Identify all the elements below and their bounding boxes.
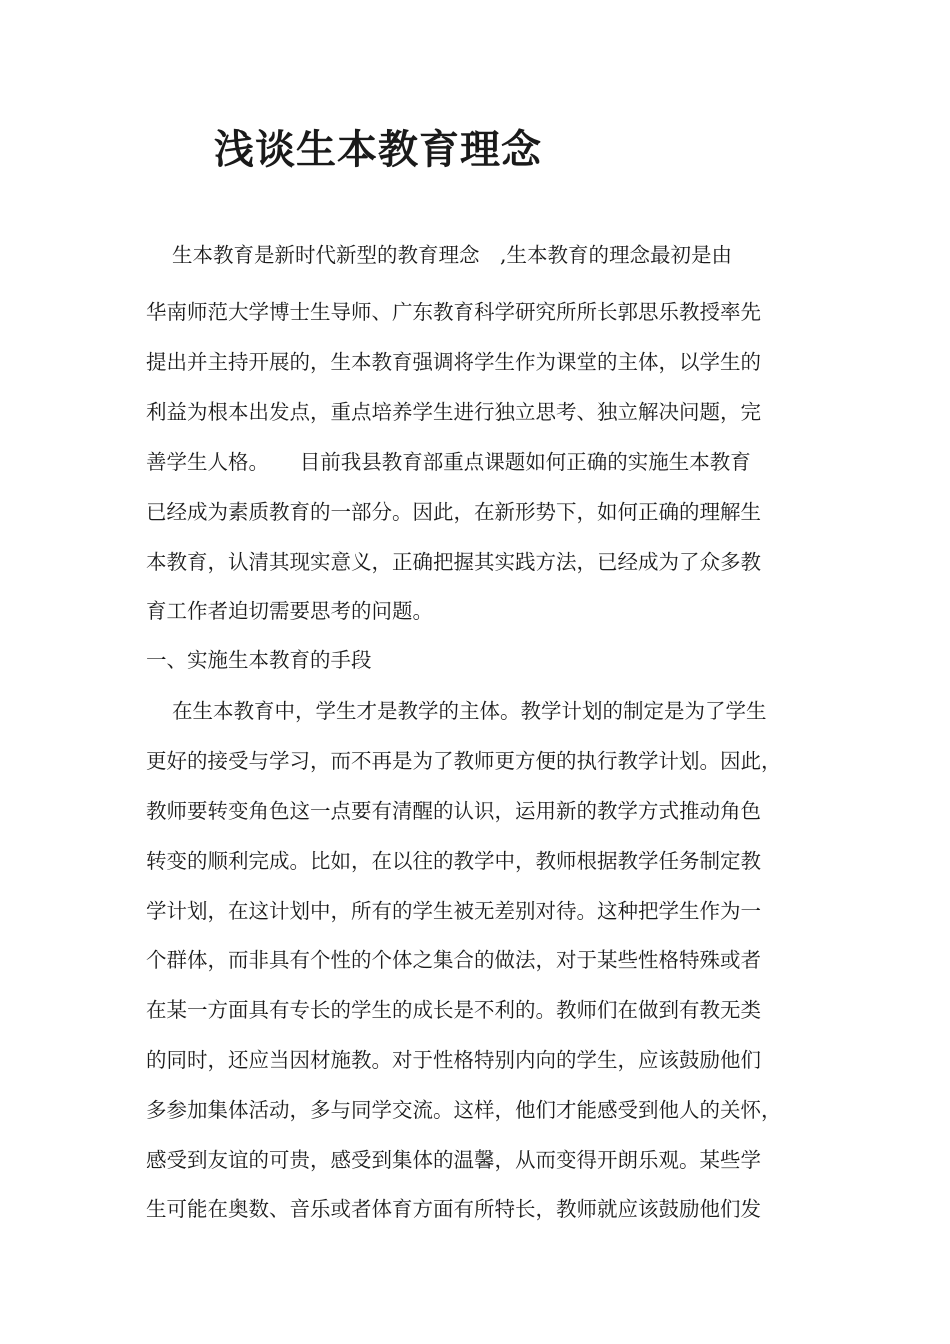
paragraph-line: 更好的接受与学习，而不再是为了教师更方便的执行教学计划。因此， bbox=[146, 749, 782, 773]
paragraph-line: 生本教育是新时代新型的教育理念 ,生本教育的理念最初是由 bbox=[172, 243, 733, 267]
paragraph-line: 的同时，还应当因材施教。对于性格特别内向的学生，应该鼓励他们 bbox=[146, 1048, 761, 1072]
paragraph-line: 个群体，而非具有个性的个体之集合的做法，对于某些性格特殊或者 bbox=[146, 948, 761, 972]
paragraph-line: 教师要转变角色这一点要有清醒的认识，运用新的教学方式推动角色 bbox=[146, 799, 761, 823]
paragraph-line: 在某一方面具有专长的学生的成长是不利的。教师们在做到有教无类 bbox=[146, 998, 761, 1022]
paragraph-line: 育工作者迫切需要思考的问题。 bbox=[146, 599, 433, 623]
paragraph-line: 利益为根本出发点，重点培养学生进行独立思考、独立解决问题，完 bbox=[146, 400, 761, 424]
paragraph-line: 已经成为素质教育的一部分。因此，在新形势下，如何正确的理解生 bbox=[146, 500, 761, 524]
paragraph-line: 学计划，在这计划中，所有的学生被无差别对待。这种把学生作为一 bbox=[146, 899, 761, 923]
paragraph-line: 在生本教育中，学生才是教学的主体。教学计划的制定是为了学生 bbox=[172, 699, 767, 723]
paragraph-line: 转变的顺利完成。比如，在以往的教学中，教师根据教学任务制定教 bbox=[146, 849, 761, 873]
section-heading: 一、实施生本教育的手段 bbox=[146, 648, 372, 672]
document-title: 浅谈生本教育理念 bbox=[214, 126, 542, 173]
paragraph-line: 感受到友谊的可贵，感受到集体的温馨，从而变得开朗乐观。某些学 bbox=[146, 1148, 761, 1172]
paragraph-line: 生可能在奥数、音乐或者体育方面有所特长，教师就应该鼓励他们发 bbox=[146, 1197, 761, 1221]
paragraph-line: 多参加集体活动，多与同学交流。这样，他们才能感受到他人的关怀， bbox=[146, 1098, 782, 1122]
paragraph-line: 善学生人格。 目前我县教育部重点课题如何正确的实施生本教育 bbox=[146, 450, 751, 474]
paragraph-line: 本教育，认清其现实意义，正确把握其实践方法，已经成为了众多教 bbox=[146, 550, 761, 574]
paragraph-line: 华南师范大学博士生导师、广东教育科学研究所所长郭思乐教授率先 bbox=[146, 300, 761, 324]
paragraph-line: 提出并主持开展的，生本教育强调将学生作为课堂的主体，以学生的 bbox=[146, 350, 761, 374]
